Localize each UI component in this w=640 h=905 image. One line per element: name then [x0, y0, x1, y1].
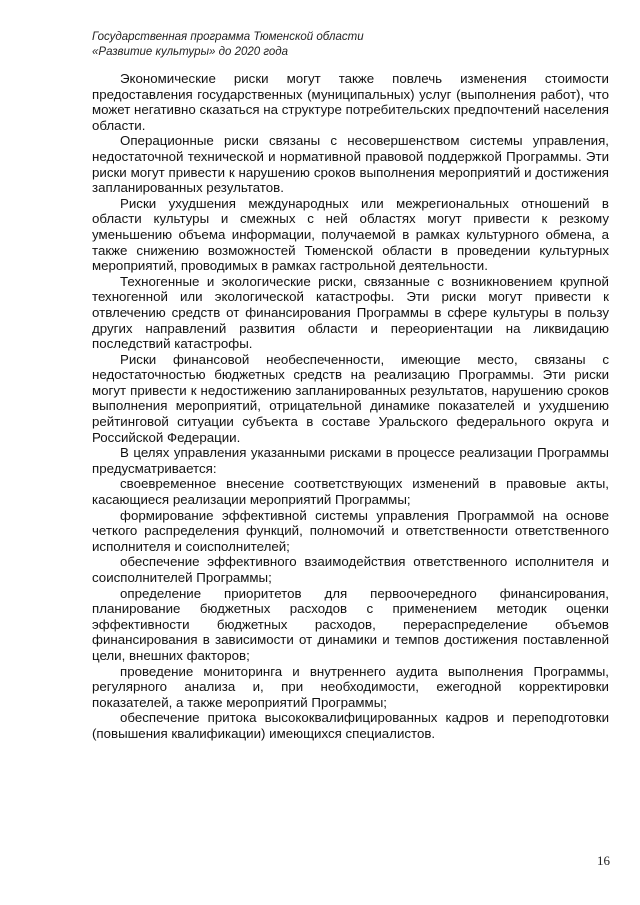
running-header: [92, 30, 364, 60]
list-item-management-system: формирование эффективной системы управления Программой на основе четкого распределения функций, полномочий и ответственности ответственного исполнителя и соисполнителей;: [92, 507, 609, 554]
list-item-interaction: обеспечение эффективного взаимодействия ответственного исполнителя и соисполнителей Программы;: [92, 554, 609, 585]
list-item-monitoring: проведение мониторинга и внутреннего аудита выполнения Программы, регулярного анализа и, при необходимости, ежегодной корректировки показателей, а также мероприятий Программы;: [92, 663, 609, 710]
list-item-priorities: определение приоритетов для первоочередного финансирования, планирование бюджетных расходов с применением методик оценки эффективности бюджетных расходов, перераспределение объемов финансирования в зависимости от динамики и темпов достижения поставленной цели, внешних факторов;: [92, 585, 609, 663]
list-item-legal-acts: своевременное внесение соответствующих изменений в правовые акты, касающиеся реализации мероприятий Программы;: [92, 476, 609, 508]
paragraph-operational-risks: Операционные риски связаны с несовершенством системы управления, недостаточной технической и нормативной правовой поддержкой Программы. Эти риски могут привести к нарушению сроков выполнения мероприятий и достижения запланированных результатов.: [92, 133, 609, 196]
paragraph-technogenic-risks: Техногенные и экологические риски, связанные с возникновением крупной техногенной или экологической катастрофы. Эти риски могут привести к отвлечению средств от финансирования Программы в сфере культуры в пользу других направлений развития области и переориентации на ликвидацию последствий катастрофы.: [92, 273, 609, 352]
paragraph-risk-management-intro: В целях управления указанными рисками в процессе реализации Программы предусматривается:: [92, 445, 609, 476]
paragraph-financial-risks: Риски финансовой необеспеченности, имеющие место, связаны с недостаточностью бюджетных средств на реализацию Программы. Эти риски могут привести к недостижению запланированных результатов, нарушению сроков выполнения мероприятий, отрицательной динамике показателей и ухудшению рейтинговой ситуации субъекта в составе Уральского федерального округа и Российской Федерации.: [92, 351, 609, 445]
list-item-staff: обеспечение притока высококвалифицированных кадров и переподготовки (повышения квалификации) имеющихся специалистов.: [92, 710, 609, 741]
paragraph-international-risks: Риски ухудшения международных или межрегиональных отношений в области культуры и смежных с ней областях могут привести к резкому уменьшению объема информации, получаемой в рамках культурного обмена, а также снижению возможностей Тюменской области в проведении культурных мероприятий, проводимых в рамках гастрольной деятельности.: [92, 195, 609, 274]
paragraph-economic-risks: Экономические риски могут также повлечь изменения стоимости предоставления государственных (муниципальных) услуг (выполнения работ), что может негативно сказаться на структуре потребительских предпочтений населения области.: [92, 71, 609, 133]
header-line-1: Государственная программа Тюменской области: [92, 31, 364, 43]
header-line-2: «Развитие культуры» до 2020 года: [92, 46, 289, 58]
page-number: 16: [597, 853, 610, 868]
body-text: [92, 71, 609, 742]
